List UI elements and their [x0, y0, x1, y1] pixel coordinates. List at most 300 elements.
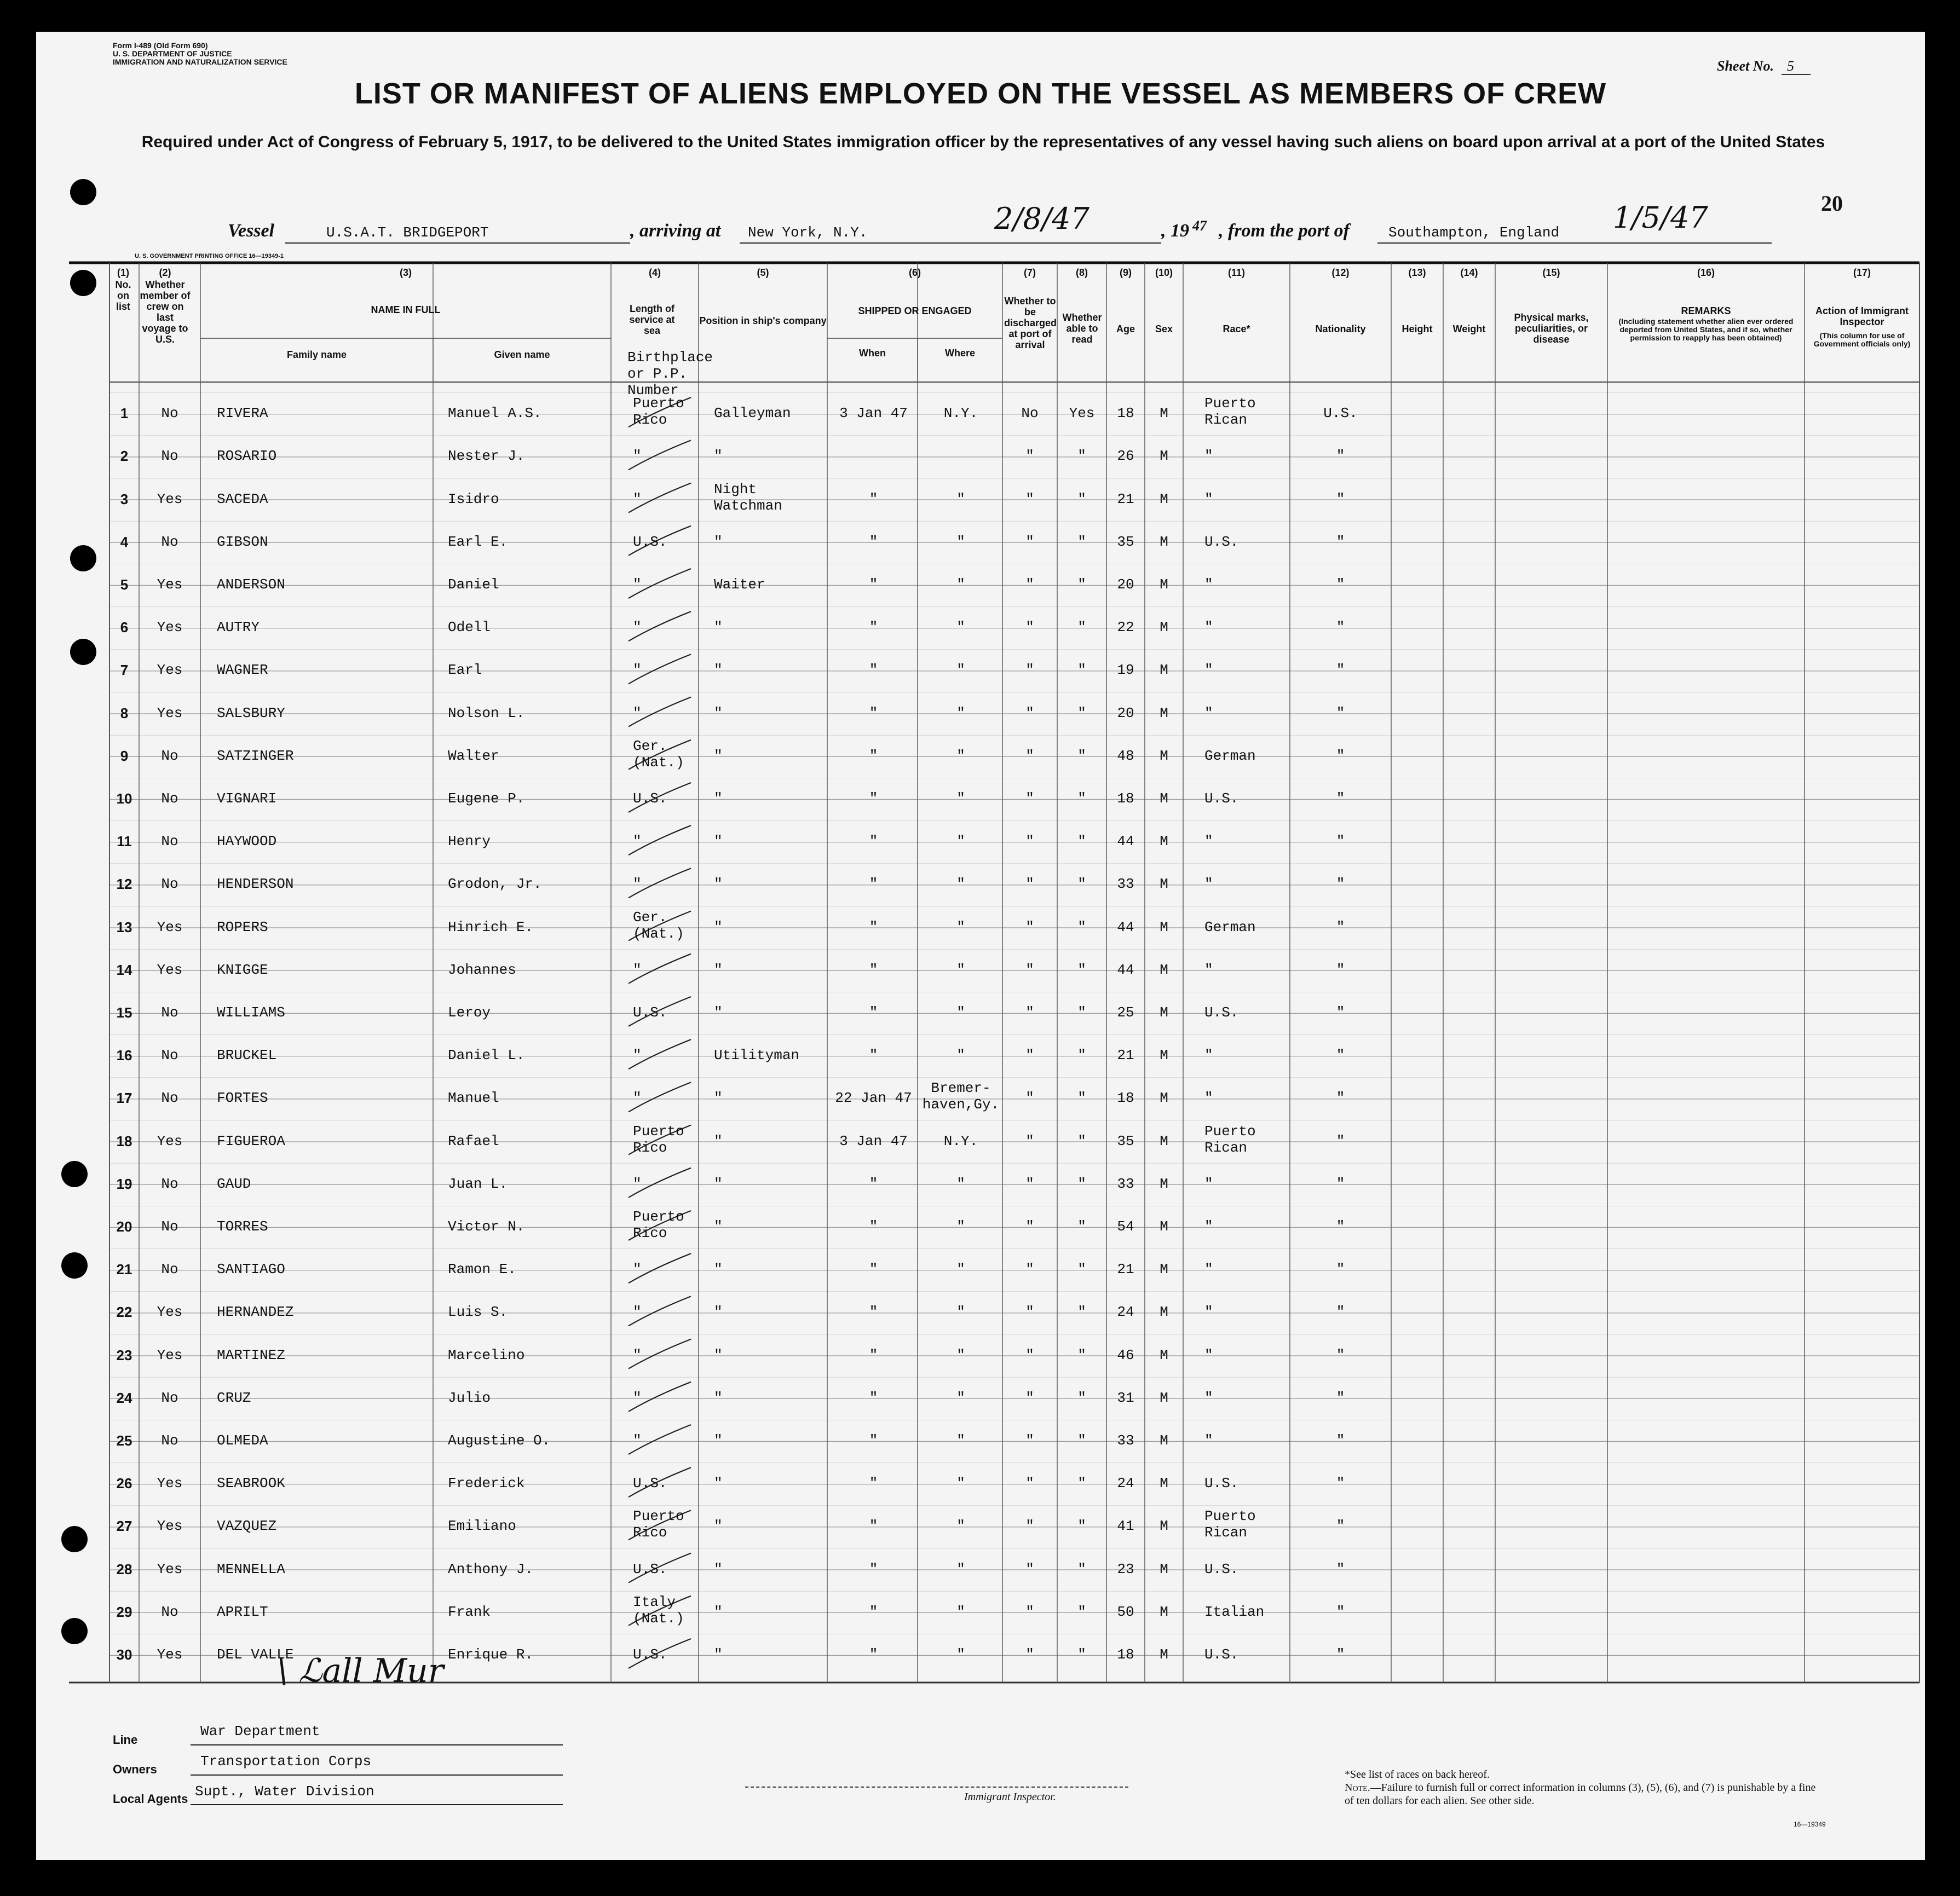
col5-num: (5): [757, 267, 769, 278]
race: ": [1204, 1090, 1213, 1107]
age: 48: [1117, 747, 1134, 764]
shipped-where: ": [956, 576, 965, 593]
to-be-discharged: ": [1025, 662, 1034, 679]
age: 18: [1117, 1646, 1134, 1663]
able-to-read: ": [1077, 1603, 1086, 1620]
race: ": [1204, 1175, 1213, 1192]
age: 41: [1117, 1518, 1134, 1535]
position: ": [714, 1389, 723, 1406]
shipped-where: ": [956, 1518, 965, 1535]
able-to-read: ": [1077, 1175, 1086, 1192]
page-subtitle: Required under Act of Congress of February 5, 1917, to be delivered to the United States immigration officer by the representatives of any vessel having such aliens on board upon arrival at a port of the United States: [141, 133, 1825, 151]
row-number: 23: [116, 1346, 132, 1363]
given-name: Enrique R.: [448, 1646, 534, 1663]
birthplace: ": [633, 490, 642, 507]
col4-num: (4): [649, 267, 661, 278]
able-to-read: ": [1077, 533, 1086, 550]
row-number: 5: [120, 576, 129, 593]
sex: M: [1160, 704, 1168, 721]
race: ": [1204, 704, 1213, 721]
shipped-when: ": [869, 1518, 878, 1535]
row-number: 28: [116, 1560, 132, 1577]
last-voyage: Yes: [157, 1304, 183, 1321]
position: ": [714, 533, 723, 550]
given-name: Rafael: [448, 1132, 499, 1149]
age: 18: [1117, 405, 1134, 422]
position: ": [714, 961, 723, 978]
shipped-where: ": [956, 1432, 965, 1449]
age: 44: [1117, 833, 1134, 850]
shipped-where: ": [956, 1004, 965, 1021]
position: ": [714, 1304, 723, 1321]
age: 54: [1117, 1218, 1134, 1235]
to-be-discharged: ": [1025, 1475, 1034, 1492]
col1-num: (1): [117, 267, 129, 278]
race: U.S.: [1204, 1560, 1239, 1577]
nationality: ": [1336, 1304, 1345, 1321]
birthplace: ": [633, 833, 642, 850]
nationality: ": [1336, 662, 1345, 679]
shipped-when: 3 Jan 47: [839, 405, 908, 422]
nationality: ": [1336, 1646, 1345, 1663]
from-port-label: , from the port of: [1219, 221, 1350, 241]
position: ": [714, 1004, 723, 1021]
punch-hole: [70, 639, 96, 665]
col9-label: Age: [1116, 323, 1135, 334]
arriving-port: New York, N.Y.: [748, 224, 868, 241]
last-voyage: No: [161, 876, 178, 893]
captain-signature: \ ℒall Mur: [277, 1652, 444, 1690]
age: 50: [1117, 1603, 1134, 1620]
able-to-read: ": [1077, 490, 1086, 507]
col12-label: Nationality: [1315, 323, 1366, 334]
race: ": [1204, 1304, 1213, 1321]
punch-hole: [70, 545, 96, 571]
family-name: SEABROOK: [217, 1475, 285, 1492]
col10-num: (10): [1155, 267, 1173, 278]
row-number: 30: [116, 1646, 132, 1663]
family-name: HAYWOOD: [217, 833, 277, 850]
family-name: WAGNER: [217, 662, 268, 679]
shipped-where: ": [956, 619, 965, 636]
birthplace: Ger. (Nat.): [633, 909, 684, 942]
inspector-label: Immigrant Inspector.: [964, 1791, 1056, 1803]
col13-label: Height: [1402, 323, 1433, 334]
last-voyage: Yes: [157, 619, 183, 636]
row-number: 10: [116, 790, 132, 807]
col14-num: (14): [1460, 267, 1478, 278]
age: 33: [1117, 1432, 1134, 1449]
family-name: TORRES: [217, 1218, 268, 1235]
race: ": [1204, 833, 1213, 850]
family-name: SALSBURY: [217, 704, 285, 721]
nationality: ": [1336, 961, 1345, 978]
punch-hole: [61, 1161, 88, 1187]
shipped-where: ": [956, 747, 965, 764]
to-be-discharged: ": [1025, 918, 1034, 935]
family-name: SANTIAGO: [217, 1261, 285, 1278]
nationality: ": [1336, 576, 1345, 593]
printing-office: U. S. GOVERNMENT PRINTING OFFICE 16—19349-1: [135, 253, 284, 259]
race: Italian: [1204, 1603, 1265, 1620]
race: ": [1204, 1218, 1213, 1235]
row-number: 8: [120, 704, 129, 721]
owners-label: Owners: [113, 1762, 157, 1776]
nationality: ": [1336, 704, 1345, 721]
age: 21: [1117, 1047, 1134, 1064]
age: 21: [1117, 490, 1134, 507]
able-to-read: ": [1077, 1132, 1086, 1149]
shipped-where: ": [956, 1218, 965, 1235]
given-name: Daniel L.: [448, 1047, 525, 1064]
shipped-where: ": [956, 918, 965, 935]
position: ": [714, 1175, 723, 1192]
col9-num: (9): [1120, 267, 1132, 278]
shipped-when: ": [869, 833, 878, 850]
col15-label: Physical marks, peculiarities, or disease: [1514, 312, 1589, 345]
nationality: ": [1336, 1047, 1345, 1064]
to-be-discharged: ": [1025, 1560, 1034, 1577]
punch-hole: [70, 270, 96, 296]
col7-num: (7): [1024, 267, 1036, 278]
age: 33: [1117, 1175, 1134, 1192]
race: ": [1204, 1047, 1213, 1064]
shipped-where: ": [956, 1475, 965, 1492]
sex: M: [1160, 1047, 1168, 1064]
col2-label: Whether member of crew on last voyage to U.S.: [140, 279, 191, 345]
last-voyage: No: [161, 1004, 178, 1021]
birthplace: Ger. (Nat.): [633, 737, 684, 771]
row-number: 7: [120, 662, 129, 679]
shipped-where: N.Y.: [943, 1132, 978, 1149]
sex: M: [1160, 619, 1168, 636]
shipped-where: ": [956, 490, 965, 507]
col14-label: Weight: [1452, 323, 1486, 334]
sheet-label: Sheet No.: [1717, 58, 1774, 74]
able-to-read: ": [1077, 876, 1086, 893]
line-value: War Department: [200, 1723, 320, 1739]
col5-label: Position in ship's company: [699, 315, 827, 326]
col16-detail: (Including statement whether alien ever ordered deported from United States, and if so, whether permission to reapply has been obtained): [1618, 317, 1794, 342]
position: ": [714, 1261, 723, 1278]
crew-rows: [36, 32, 1925, 1860]
shipped-when: ": [869, 1304, 878, 1321]
nationality: ": [1336, 1432, 1345, 1449]
family-name: GAUD: [217, 1175, 251, 1192]
sex: M: [1160, 918, 1168, 935]
col6-when-label: When: [859, 348, 886, 359]
family-name: HERNANDEZ: [217, 1304, 294, 1321]
last-voyage: No: [161, 448, 178, 465]
col7-label: Whether to be discharged at port of arrival: [1004, 296, 1057, 350]
last-voyage: No: [161, 747, 178, 764]
to-be-discharged: ": [1025, 1047, 1034, 1064]
sex: M: [1160, 1004, 1168, 1021]
last-voyage: No: [161, 1261, 178, 1278]
shipped-where: ": [956, 662, 965, 679]
to-be-discharged: ": [1025, 576, 1034, 593]
race: ": [1204, 619, 1213, 636]
last-voyage: No: [161, 1218, 178, 1235]
shipped-where: ": [956, 1346, 965, 1363]
given-name: Emiliano: [448, 1518, 516, 1535]
race: ": [1204, 490, 1213, 507]
race: U.S.: [1204, 1475, 1239, 1492]
family-name: WILLIAMS: [217, 1004, 285, 1021]
sex: M: [1160, 448, 1168, 465]
birthplace: ": [633, 1261, 642, 1278]
row-number: 14: [116, 961, 132, 978]
col3-label: NAME IN FULL: [371, 304, 441, 315]
sex: M: [1160, 961, 1168, 978]
manifest-page: [36, 32, 1925, 1860]
shipped-when: ": [869, 1389, 878, 1406]
row-number: 20: [116, 1218, 132, 1235]
sex: M: [1160, 1175, 1168, 1192]
given-name: Nolson L.: [448, 704, 525, 721]
given-name: Victor N.: [448, 1218, 525, 1235]
birthplace: ": [633, 1175, 642, 1192]
given-name: Julio: [448, 1389, 491, 1406]
shipped-when: ": [869, 961, 878, 978]
able-to-read: ": [1077, 1518, 1086, 1535]
able-to-read: ": [1077, 619, 1086, 636]
col2-num: (2): [159, 267, 171, 278]
given-name: Manuel: [448, 1090, 499, 1107]
age: 26: [1117, 448, 1134, 465]
nationality: U.S.: [1323, 405, 1358, 422]
race: ": [1204, 1346, 1213, 1363]
shipped-where: ": [956, 1261, 965, 1278]
last-voyage: Yes: [157, 1560, 183, 1577]
position: Galleyman: [714, 405, 791, 422]
shipped-where: ": [956, 790, 965, 807]
family-name: ROPERS: [217, 918, 268, 935]
note-label: Note.: [1345, 1782, 1370, 1794]
race: ": [1204, 448, 1213, 465]
last-voyage: No: [161, 1603, 178, 1620]
family-name: SATZINGER: [217, 747, 294, 764]
last-voyage: Yes: [157, 918, 183, 935]
given-name: Frederick: [448, 1475, 525, 1492]
given-name: Ramon E.: [448, 1261, 516, 1278]
age: 44: [1117, 961, 1134, 978]
to-be-discharged: ": [1025, 1218, 1034, 1235]
race: ": [1204, 876, 1213, 893]
col11-label: Race*: [1223, 323, 1250, 334]
to-be-discharged: ": [1025, 1603, 1034, 1620]
shipped-where: ": [956, 1047, 965, 1064]
vessel-label: Vessel: [228, 221, 274, 241]
family-name: APRILT: [217, 1603, 268, 1620]
shipped-when: ": [869, 1560, 878, 1577]
arrival-date: 2/8/47: [994, 201, 1089, 236]
col4-typed-label: Birthplace or P.P. Number: [627, 349, 713, 398]
last-voyage: Yes: [157, 1646, 183, 1663]
sex: M: [1160, 876, 1168, 893]
family-name: MENNELLA: [217, 1560, 285, 1577]
shipped-where: ": [956, 1175, 965, 1192]
birthplace: ": [633, 704, 642, 721]
age: 33: [1117, 876, 1134, 893]
age: 18: [1117, 790, 1134, 807]
row-number: 25: [116, 1432, 132, 1449]
to-be-discharged: ": [1025, 1090, 1034, 1107]
shipped-when: ": [869, 1646, 878, 1663]
last-voyage: Yes: [157, 576, 183, 593]
page-number: 20: [1821, 191, 1843, 216]
shipped-where: Bremer- haven,Gy.: [922, 1080, 1000, 1113]
punch-hole: [70, 179, 96, 205]
given-name: Johannes: [448, 961, 516, 978]
shipped-where: ": [956, 1603, 965, 1620]
family-name: ANDERSON: [217, 576, 285, 593]
to-be-discharged: ": [1025, 704, 1034, 721]
row-number: 26: [116, 1475, 132, 1492]
to-be-discharged: ": [1025, 1175, 1034, 1192]
sex: M: [1160, 533, 1168, 550]
shipped-when: ": [869, 1175, 878, 1192]
shipped-when: 3 Jan 47: [839, 1132, 908, 1149]
given-name: Earl E.: [448, 533, 508, 550]
position: ": [714, 1132, 723, 1149]
col6-where-label: Where: [944, 348, 975, 359]
able-to-read: ": [1077, 918, 1086, 935]
family-name: RIVERA: [217, 405, 268, 422]
family-name: KNIGGE: [217, 961, 268, 978]
to-be-discharged: ": [1025, 1518, 1034, 1535]
nationality: ": [1336, 533, 1345, 550]
sex: M: [1160, 1475, 1168, 1492]
sex: M: [1160, 747, 1168, 764]
to-be-discharged: ": [1025, 1304, 1034, 1321]
position: ": [714, 619, 723, 636]
to-be-discharged: ": [1025, 833, 1034, 850]
age: 22: [1117, 619, 1134, 636]
race: U.S.: [1204, 1646, 1239, 1663]
to-be-discharged: ": [1025, 1646, 1034, 1663]
shipped-when: ": [869, 533, 878, 550]
given-name: Odell: [448, 619, 491, 636]
age: 44: [1117, 918, 1134, 935]
row-number: 18: [116, 1132, 132, 1149]
given-name: Grodon, Jr.: [448, 876, 542, 893]
sex: M: [1160, 833, 1168, 850]
nationality: ": [1336, 619, 1345, 636]
able-to-read: Yes: [1069, 405, 1095, 422]
row-number: 1: [120, 405, 129, 422]
able-to-read: ": [1077, 448, 1086, 465]
birthplace: U.S.: [633, 533, 667, 550]
col16-label: REMARKS: [1681, 305, 1731, 316]
last-voyage: Yes: [157, 1518, 183, 1535]
age: 24: [1117, 1475, 1134, 1492]
given-name: Nester J.: [448, 448, 525, 465]
shipped-where: ": [956, 961, 965, 978]
position: ": [714, 1518, 723, 1535]
row-number: 9: [120, 747, 129, 764]
able-to-read: ": [1077, 1004, 1086, 1021]
last-voyage: No: [161, 1090, 178, 1107]
birthplace: ": [633, 662, 642, 679]
able-to-read: ": [1077, 1432, 1086, 1449]
birthplace: ": [633, 619, 642, 636]
family-name: MARTINEZ: [217, 1346, 285, 1363]
given-name: Isidro: [448, 490, 499, 507]
family-name: DEL VALLE: [217, 1646, 294, 1663]
able-to-read: ": [1077, 961, 1086, 978]
to-be-discharged: ": [1025, 1432, 1034, 1449]
sex: M: [1160, 1603, 1168, 1620]
col3-given-label: Given name: [494, 349, 550, 360]
able-to-read: ": [1077, 833, 1086, 850]
row-number: 27: [116, 1518, 132, 1535]
able-to-read: ": [1077, 1261, 1086, 1278]
row-number: 4: [120, 533, 129, 550]
position: ": [714, 448, 723, 465]
race: U.S.: [1204, 533, 1239, 550]
sex: M: [1160, 1646, 1168, 1663]
nationality: ": [1336, 490, 1345, 507]
birthplace: U.S.: [633, 1004, 667, 1021]
age: 18: [1117, 1090, 1134, 1107]
race: ": [1204, 961, 1213, 978]
able-to-read: ": [1077, 704, 1086, 721]
inspector-signature-line: [745, 1787, 1128, 1788]
shipped-when: ": [869, 790, 878, 807]
able-to-read: ": [1077, 1090, 1086, 1107]
nationality: ": [1336, 1603, 1345, 1620]
sex: M: [1160, 1218, 1168, 1235]
last-voyage: No: [161, 405, 178, 422]
races-note: *See list of races on back hereof.: [1345, 1768, 1490, 1781]
nationality: ": [1336, 1261, 1345, 1278]
given-name: Leroy: [448, 1004, 491, 1021]
col16-num: (16): [1697, 267, 1715, 278]
shipped-when: ": [869, 619, 878, 636]
row-number: 13: [116, 918, 132, 935]
last-voyage: Yes: [157, 490, 183, 507]
birthplace: ": [633, 961, 642, 978]
birthplace: Italy (Nat.): [633, 1593, 684, 1627]
nationality: ": [1336, 1389, 1345, 1406]
row-number: 12: [116, 876, 132, 893]
row-number: 17: [116, 1090, 132, 1107]
punch-hole: [61, 1526, 88, 1552]
position: ": [714, 662, 723, 679]
to-be-discharged: ": [1025, 790, 1034, 807]
family-name: FIGUEROA: [217, 1132, 285, 1149]
shipped-when: ": [869, 876, 878, 893]
to-be-discharged: No: [1021, 405, 1039, 422]
shipped-where: ": [956, 533, 965, 550]
last-voyage: No: [161, 1175, 178, 1192]
sex: M: [1160, 1304, 1168, 1321]
given-name: Augustine O.: [448, 1432, 551, 1449]
shipped-when: ": [869, 1475, 878, 1492]
family-name: VAZQUEZ: [217, 1518, 277, 1535]
shipped-where: ": [956, 704, 965, 721]
to-be-discharged: ": [1025, 961, 1034, 978]
to-be-discharged: ": [1025, 619, 1034, 636]
birthplace: Puerto Rico: [633, 395, 684, 429]
nationality: ": [1336, 833, 1345, 850]
position: ": [714, 1346, 723, 1363]
penalty-note: [1345, 1781, 1826, 1807]
race: ": [1204, 1389, 1213, 1406]
able-to-read: ": [1077, 1304, 1086, 1321]
given-name: Luis S.: [448, 1304, 508, 1321]
